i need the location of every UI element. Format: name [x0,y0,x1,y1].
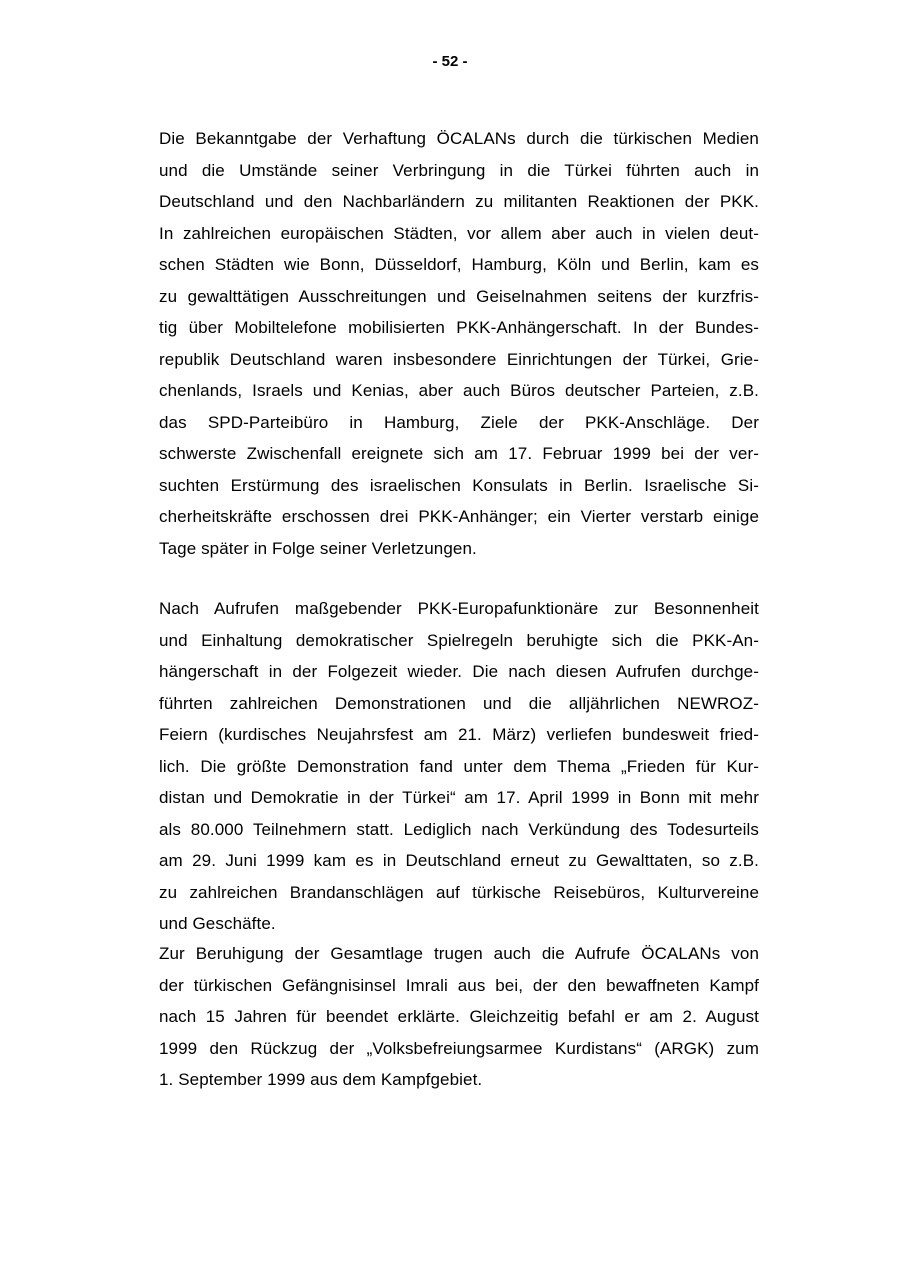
paragraph-2 [159,593,759,940]
text-line: nach 15 Jahren für beendet erklärte. Gleichzeitig befahl er am 2. August [159,1007,759,1026]
text-line: hängerschaft in der Folgezeit wieder. Die nach diesen Aufrufen durchge- [159,662,759,681]
text-line: schen Städten wie Bonn, Düsseldorf, Hamburg, Köln und Berlin, kam es [159,255,759,274]
text-line: 1. September 1999 aus dem Kampfgebiet. [159,1070,483,1089]
text-line: und Geschäfte. [159,914,276,933]
text-line: als 80.000 Teilnehmern statt. Lediglich nach Verkündung des Todesurteils [159,819,759,839]
text-line: schwerste Zwischenfall ereignete sich am 17. Februar 1999 bei der ver- [159,444,759,463]
text-line: am 29. Juni 1999 kam es in Deutschland erneut zu Gewalttaten, so z.B. [159,851,759,870]
text-line: der türkischen Gefängnisinsel Imrali aus bei, der den bewaffneten Kampf [159,975,759,995]
text-line: tig über Mobiltelefone mobilisierten PKK-Anhängerschaft. In der Bundes- [159,318,759,337]
text-line: republik Deutschland waren insbesondere Einrichtungen der Türkei, Grie- [159,349,759,369]
text-line: und die Umstände seiner Verbringung in die Türkei führten auch in [159,160,759,180]
text-line: zu gewalttätigen Ausschreitungen und Geiselnahmen seitens der kurzfris- [159,286,759,306]
paragraph-3 [159,938,759,1096]
text-line: 1999 den Rückzug der „Volksbefreiungsarmee Kurdistans“ (ARGK) zum [159,1038,759,1058]
text-line: Nach Aufrufen maßgebender PKK-Europafunktionäre zur Besonnenheit [159,599,759,618]
text-line: lich. Die größte Demonstration fand unter dem Thema „Frieden für Kur- [159,756,759,776]
text-line: cherheitskräfte erschossen drei PKK-Anhänger; ein Vierter verstarb einige [159,507,759,526]
text-line: Tage später in Folge seiner Verletzungen. [159,538,477,558]
text-line: und Einhaltung demokratischer Spielregeln beruhigte sich die PKK-An- [159,630,759,650]
text-line: das SPD-Parteibüro in Hamburg, Ziele der PKK-Anschläge. Der [159,412,759,432]
text-line: Die Bekanntgabe der Verhaftung ÖCALANs durch die türkischen Medien [159,129,759,148]
text-line: In zahlreichen europäischen Städten, vor allem aber auch in vielen deut- [159,223,759,243]
page-number: - 52 - [432,53,468,70]
text-line: Feiern (kurdisches Neujahrsfest am 21. März) verliefen bundesweit fried- [159,725,759,744]
paragraph-1 [159,123,759,564]
text-line: führten zahlreichen Demonstrationen und die alljährlichen NEWROZ- [159,693,759,713]
text-line: zu zahlreichen Brandanschlägen auf türkische Reisebüros, Kulturvereine [159,882,759,902]
text-line: Deutschland und den Nachbarländern zu militanten Reaktionen der PKK. [159,192,759,211]
text-line: suchten Erstürmung des israelischen Konsulats in Berlin. Israelische Si- [159,475,759,495]
text-line: distan und Demokratie in der Türkei“ am 17. April 1999 in Bonn mit mehr [159,788,759,807]
text-line: chenlands, Israels und Kenias, aber auch Büros deutscher Parteien, z.B. [159,381,759,400]
text-line: Zur Beruhigung der Gesamtlage trugen auch die Aufrufe ÖCALANs von [159,944,759,963]
